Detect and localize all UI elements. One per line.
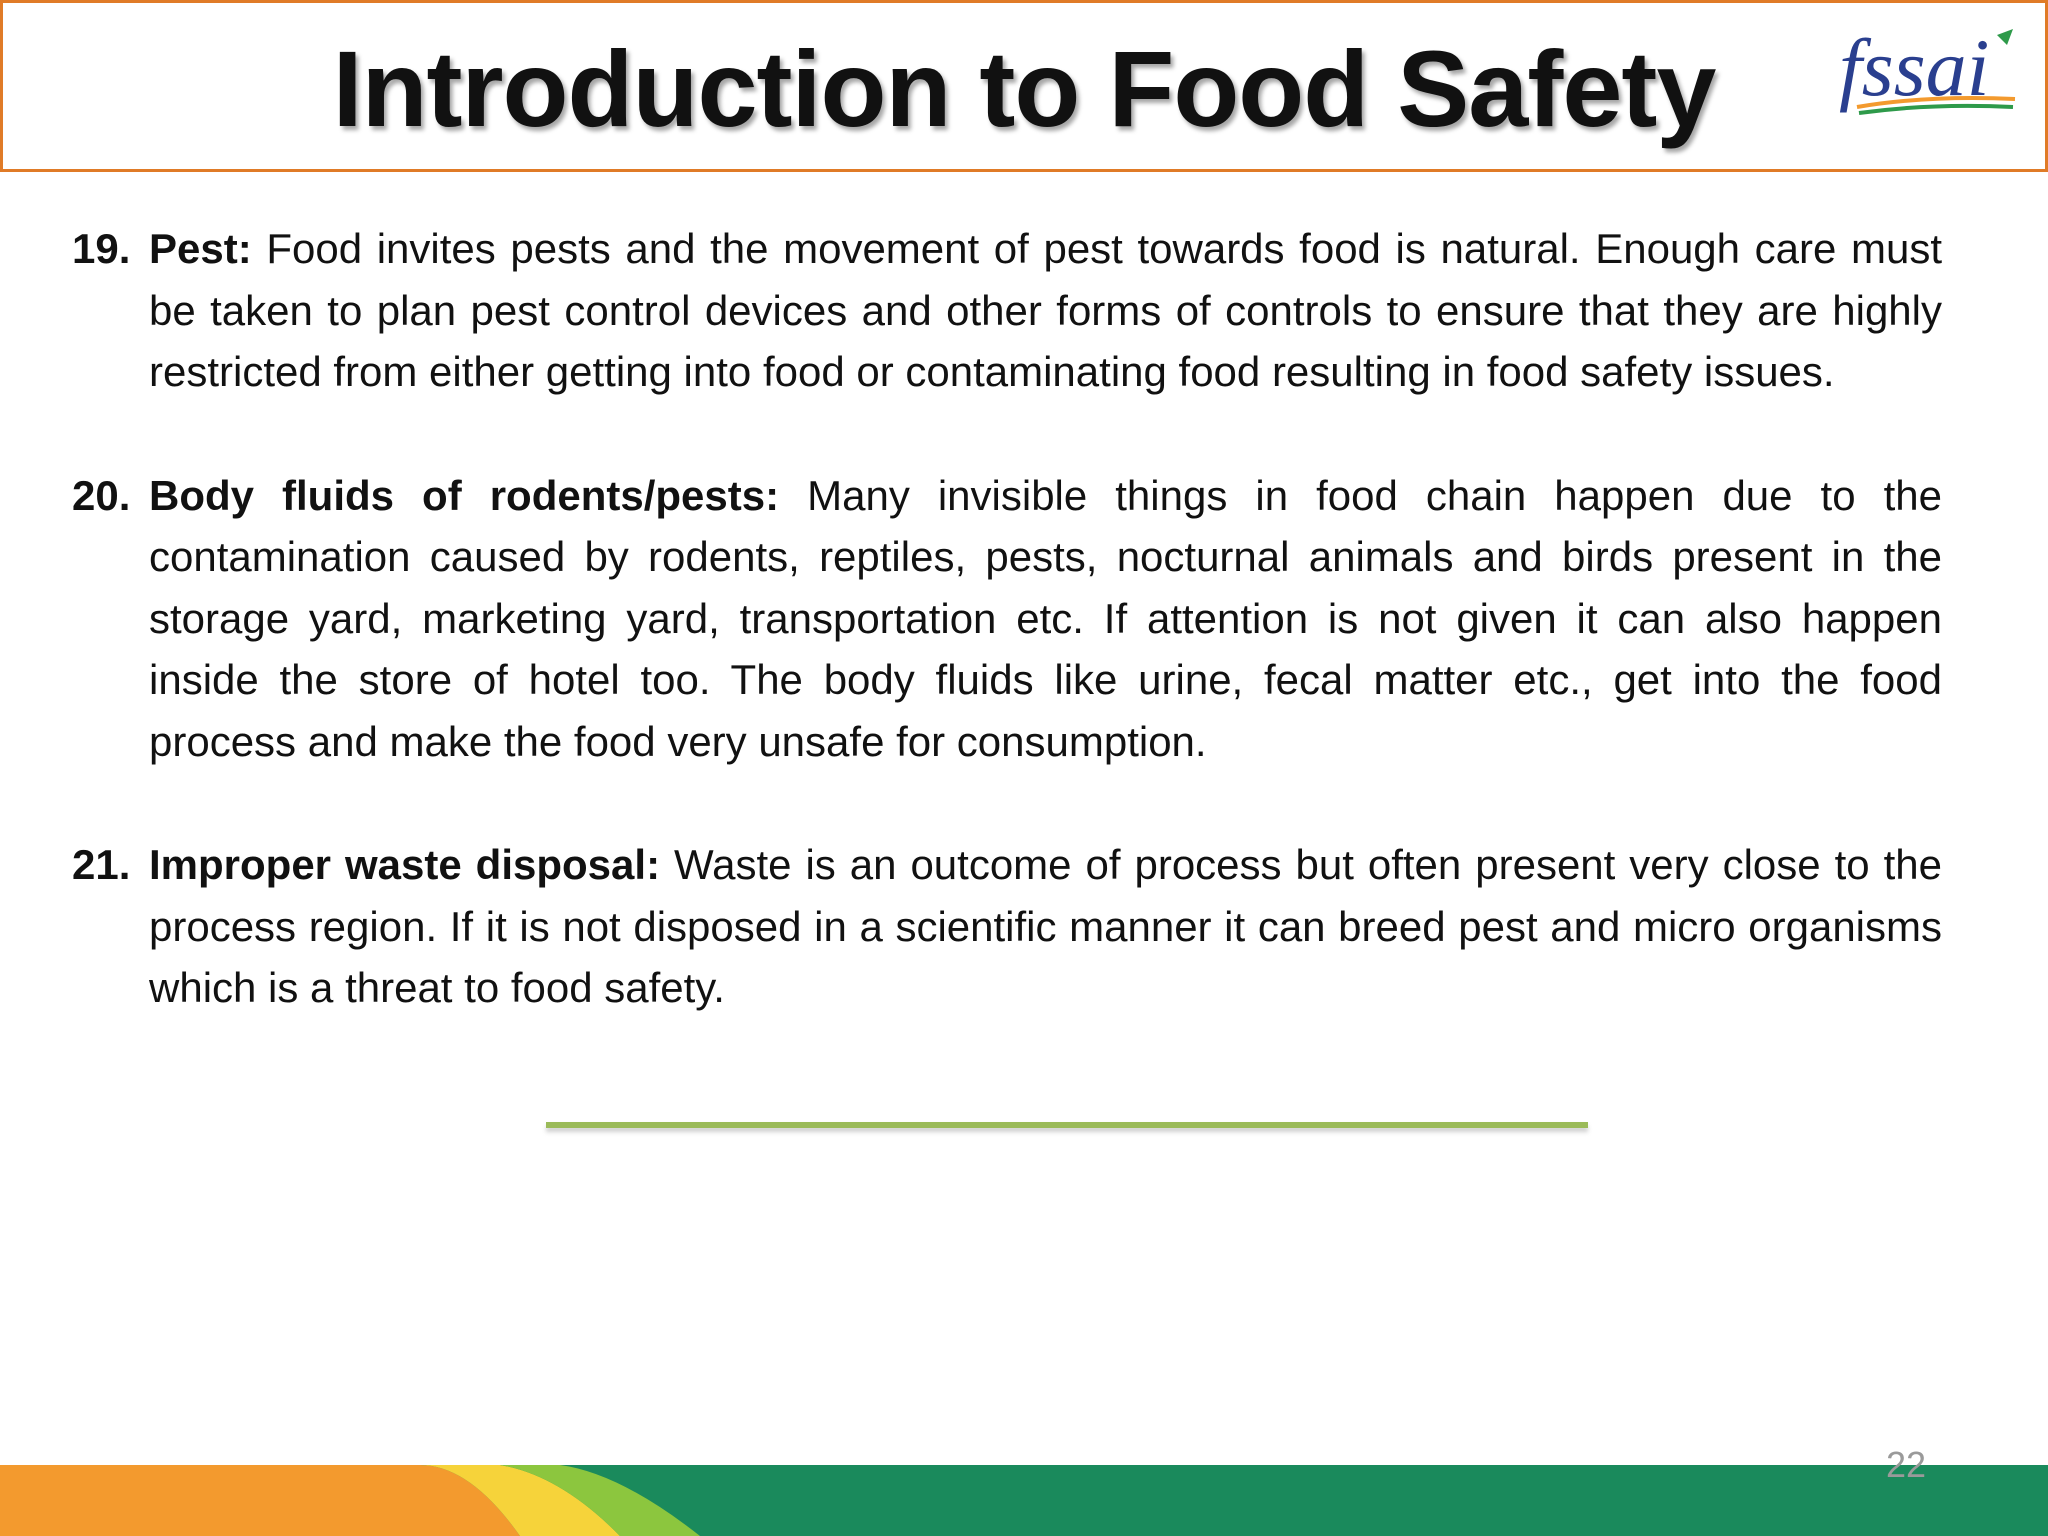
item-number: 19. xyxy=(72,225,131,272)
fssai-logo xyxy=(1837,25,2027,125)
item-text xyxy=(149,218,1942,403)
slide-title: Introduction to Food Safety xyxy=(332,28,1716,149)
item-list xyxy=(72,218,1942,1081)
item-description: Food invites pests and the movement of pest towards food is natural. Enough care must be taken to plan pest control devices and other forms of controls to ensure that they are highly restricted from either getting into food or contaminating food resulting in food safety issues. xyxy=(149,225,1942,395)
footer-band xyxy=(0,1465,2048,1536)
list-item xyxy=(72,218,1942,403)
item-text xyxy=(149,834,1942,1019)
item-number: 21. xyxy=(72,841,131,888)
list-item xyxy=(72,465,1942,773)
item-description: Many invisible things in food chain happen due to the contamination caused by rodents, reptiles, pests, nocturnal animals and birds present in the storage yard, marketing yard, transportation etc. If attention is not given it can also happen inside the store of hotel too. The body fluids like urine, fecal matter etc., get into the food process and make the food very unsafe for consumption. xyxy=(149,471,1942,765)
divider-line xyxy=(546,1122,1588,1128)
list-item xyxy=(72,834,1942,1019)
page-number: 22 xyxy=(1886,1444,1927,1485)
title-bar xyxy=(0,0,2048,172)
item-description: Waste is an outcome of process but often present very close to the process region. If it is not disposed in a scientific manner it can breed pest and micro organisms which is a threat to food safety. xyxy=(149,841,1942,1011)
item-term: Pest: xyxy=(149,225,252,272)
item-term: Improper waste disposal: xyxy=(149,841,661,888)
item-text xyxy=(149,465,1942,773)
item-number: 20. xyxy=(72,471,131,519)
logo-wordmark: fssai xyxy=(1839,25,1990,113)
item-term: Body fluids of rodents/pests: xyxy=(149,471,780,519)
